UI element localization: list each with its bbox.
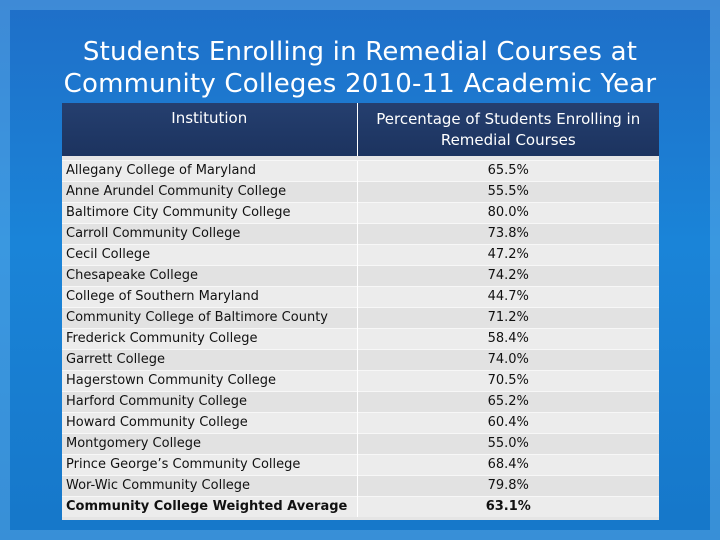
header-institution: Institution (62, 103, 357, 156)
percentage-cell: 60.4% (357, 412, 659, 433)
institution-cell: Hagerstown Community College (62, 370, 357, 391)
table-row (62, 349, 659, 370)
table-row (62, 307, 659, 328)
institution-cell: Montgomery College (62, 433, 357, 454)
percentage-cell: 74.0% (357, 349, 659, 370)
percentage-cell: 74.2% (357, 265, 659, 286)
percentage-cell: 55.0% (357, 433, 659, 454)
table-row (62, 244, 659, 265)
average-label: Community College Weighted Average (62, 496, 357, 517)
institution-cell: Harford Community College (62, 391, 357, 412)
institution-cell: Frederick Community College (62, 328, 357, 349)
table-row (62, 286, 659, 307)
percentage-cell: 68.4% (357, 454, 659, 475)
percentage-cell: 65.5% (357, 160, 659, 181)
percentage-cell: 44.7% (357, 286, 659, 307)
slide-title (0, 36, 720, 100)
percentage-cell: 70.5% (357, 370, 659, 391)
institution-cell: Cecil College (62, 244, 357, 265)
table-row (62, 265, 659, 286)
percentage-cell: 80.0% (357, 202, 659, 223)
institution-cell: Wor-Wic Community College (62, 475, 357, 496)
remedial-table-container (62, 103, 659, 520)
percentage-cell: 73.8% (357, 223, 659, 244)
table-row (62, 223, 659, 244)
institution-cell: Allegany College of Maryland (62, 160, 357, 181)
table-row (62, 160, 659, 181)
table-row (62, 181, 659, 202)
percentage-cell: 65.2% (357, 391, 659, 412)
average-row (62, 496, 659, 517)
institution-cell: Prince George’s Community College (62, 454, 357, 475)
table-row (62, 412, 659, 433)
table-row (62, 370, 659, 391)
table-row (62, 433, 659, 454)
institution-cell: Carroll Community College (62, 223, 357, 244)
title-line-2: Community Colleges 2010-11 Academic Year (63, 69, 657, 99)
table-row (62, 202, 659, 223)
table-row (62, 454, 659, 475)
percentage-cell: 71.2% (357, 307, 659, 328)
percentage-cell: 79.8% (357, 475, 659, 496)
table-row (62, 328, 659, 349)
institution-cell: Community College of Baltimore County (62, 307, 357, 328)
institution-cell: Howard Community College (62, 412, 357, 433)
table-body (62, 156, 659, 517)
institution-cell: Baltimore City Community College (62, 202, 357, 223)
table-row (62, 391, 659, 412)
average-value: 63.1% (357, 496, 659, 517)
percentage-cell: 55.5% (357, 181, 659, 202)
institution-cell: Anne Arundel Community College (62, 181, 357, 202)
percentage-cell: 47.2% (357, 244, 659, 265)
percentage-cell: 58.4% (357, 328, 659, 349)
institution-cell: Garrett College (62, 349, 357, 370)
table-row (62, 475, 659, 496)
title-line-1: Students Enrolling in Remedial Courses at (82, 37, 638, 67)
institution-cell: Chesapeake College (62, 265, 357, 286)
institution-cell: College of Southern Maryland (62, 286, 357, 307)
header-percentage: Percentage of Students Enrolling in Remedial Courses (357, 103, 659, 156)
remedial-table (62, 103, 659, 517)
table-header-row (62, 103, 659, 156)
